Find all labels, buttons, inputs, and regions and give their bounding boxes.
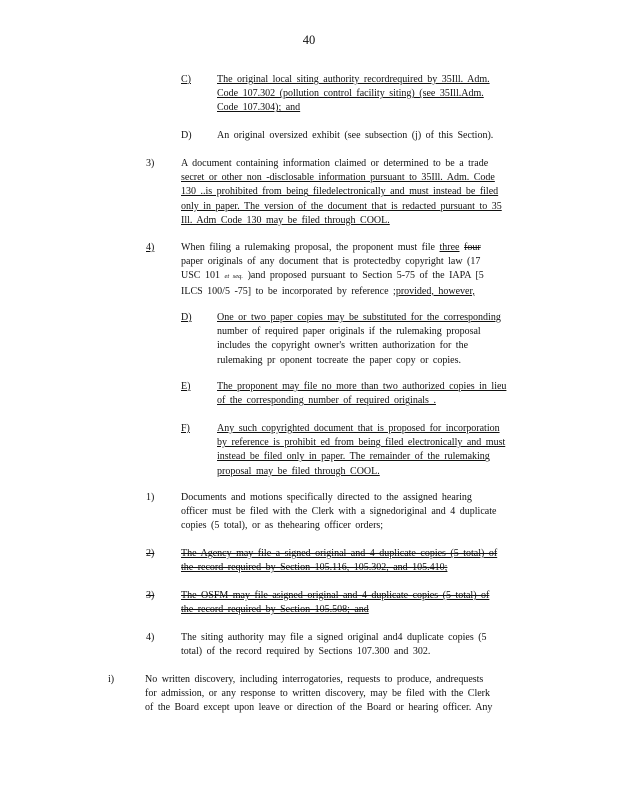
text-line bbox=[181, 505, 496, 519]
item-text bbox=[217, 129, 493, 143]
item-label: C) bbox=[181, 74, 191, 85]
item-label: D) bbox=[181, 130, 192, 141]
text-line bbox=[145, 687, 492, 701]
text-run: The original local siting authority recordrequired by 35Ill. Adm. bbox=[217, 74, 490, 85]
text-run: rulemaking pr oponent tocreate the paper copy or copies. bbox=[217, 354, 461, 366]
text-run: proposal may be filed through COOL. bbox=[217, 465, 380, 477]
text-line bbox=[217, 101, 490, 115]
text-run: Ill. Adm Code 130 may be filed through COOL. bbox=[181, 214, 390, 226]
text-line bbox=[181, 519, 496, 533]
text-run: The Agency may file a signed original and 4 duplicate copies (5 total) of bbox=[181, 548, 498, 559]
text-run: secret or other non -disclosable information pursuant to 35Ill. Adm. Code bbox=[181, 172, 495, 184]
text-line bbox=[217, 354, 501, 368]
text-run: for admission, or any response to written discovery, may be filed with the Clerk bbox=[145, 688, 490, 700]
item-label: E) bbox=[181, 381, 191, 392]
text-line bbox=[181, 589, 489, 603]
text-line bbox=[181, 561, 497, 575]
text-line bbox=[217, 450, 505, 464]
item-label: 4) bbox=[146, 242, 155, 253]
text-run: When filing a rulemaking proposal, the proponent must file bbox=[181, 242, 440, 253]
text-line bbox=[217, 73, 490, 87]
text-line bbox=[181, 285, 484, 299]
text-run: the record required by Section 105.508; and bbox=[181, 604, 369, 616]
text-line bbox=[145, 673, 492, 687]
text-line bbox=[217, 339, 501, 353]
text-line bbox=[181, 200, 502, 214]
text-run: by reference is prohibit ed from being filed electronically and must bbox=[217, 437, 506, 449]
item-text bbox=[217, 311, 501, 368]
item-label: D) bbox=[181, 312, 192, 323]
text-line bbox=[181, 631, 487, 645]
item-label: 4) bbox=[146, 632, 155, 643]
text-run: copies (5 total), or as thehearing officer orders; bbox=[181, 520, 384, 532]
text-run: 130 ..is prohibited from being filedelectronically and must instead be filed bbox=[181, 186, 499, 198]
text-line bbox=[181, 645, 487, 659]
text-run: No written discovery, including interrogatories, requests to produce, andrequests bbox=[145, 674, 484, 685]
text-run: only in paper. The version of the document that is redacted pursuant to 35 bbox=[181, 200, 502, 212]
text-run: three bbox=[439, 242, 460, 253]
text-line bbox=[217, 129, 493, 143]
item-label: 2) bbox=[146, 548, 155, 559]
item-text bbox=[181, 631, 487, 659]
text-line bbox=[217, 87, 490, 101]
text-run: number of required paper originals if the rulemaking proposal bbox=[217, 326, 481, 338]
item-text bbox=[181, 491, 496, 534]
text-line bbox=[181, 255, 484, 269]
text-line bbox=[217, 311, 501, 325]
text-run: The siting authority may file a signed original and4 duplicate copies (5 bbox=[181, 632, 487, 643]
text-line bbox=[181, 214, 502, 228]
item-text bbox=[217, 73, 490, 116]
text-line bbox=[217, 422, 505, 436]
text-line bbox=[217, 380, 506, 394]
text-run: Documents and motions specifically directed to the assigned hearing bbox=[181, 492, 472, 503]
text-run: Code 107.304); and bbox=[217, 102, 301, 114]
text-run: USC 101 bbox=[181, 270, 225, 282]
text-line bbox=[181, 603, 489, 617]
item-label: 1) bbox=[146, 492, 155, 503]
text-run: the record required by Section 105.116, 105.302, and 105.410; bbox=[181, 562, 448, 574]
item-text bbox=[217, 422, 505, 479]
text-run: An original oversized exhibit (see subsection (j) of this Section). bbox=[217, 130, 494, 141]
text-run: The proponent may file no more than two authorized copies in lieu bbox=[217, 381, 507, 392]
text-line bbox=[181, 241, 484, 255]
item-label: i) bbox=[108, 674, 115, 685]
item-label: 3) bbox=[146, 158, 155, 169]
item-text bbox=[181, 547, 497, 575]
text-run: One or two paper copies may be substituted for the corresponding bbox=[217, 312, 501, 323]
text-run: Code 107.302 (pollution control facility siting) (see 35Ill.Adm. bbox=[217, 88, 484, 100]
text-run: Any such copyrighted document that is proposed for incorporation bbox=[217, 423, 500, 434]
item-text bbox=[145, 673, 492, 716]
text-run: et seq. bbox=[224, 273, 244, 281]
item-label: 3) bbox=[146, 590, 155, 601]
item-label: F) bbox=[181, 423, 190, 434]
text-line bbox=[217, 465, 505, 479]
text-run: paper originals of any document that is protectedby copyright law (17 bbox=[181, 256, 481, 268]
text-line bbox=[217, 325, 501, 339]
text-run: ILCS 100/5 -75] to be incorporated by reference bbox=[181, 285, 394, 297]
text-line bbox=[145, 701, 492, 715]
text-run: total) of the record required by Sections 107.300 and 302. bbox=[181, 646, 431, 658]
text-run: four bbox=[464, 242, 481, 253]
text-line bbox=[181, 171, 502, 185]
text-line bbox=[181, 269, 484, 284]
item-text bbox=[181, 589, 489, 617]
text-run: officer must be filed with the Clerk with a signedoriginal and 4 duplicate bbox=[181, 506, 497, 518]
text-run: )and proposed pursuant to Section 5-75 of the IAPA [5 bbox=[243, 270, 484, 282]
text-run: includes the copyright owner's written authorization for the bbox=[217, 340, 469, 352]
text-line bbox=[181, 547, 497, 561]
page-number: 40 bbox=[302, 33, 316, 47]
item-text bbox=[181, 241, 484, 299]
text-run: instead be filed only in paper. The remainder of the rulemaking bbox=[217, 451, 490, 463]
item-text bbox=[217, 380, 506, 408]
text-line bbox=[217, 436, 505, 450]
text-run: of the corresponding number of required originals . bbox=[217, 395, 436, 407]
text-line bbox=[217, 394, 506, 408]
text-run: The OSFM may file asigned original and 4 duplicate copies (5 total) of bbox=[181, 590, 490, 601]
text-line bbox=[181, 157, 502, 171]
text-run: A document containing information claimed or determined to be a trade bbox=[181, 158, 489, 169]
text-line bbox=[181, 491, 496, 505]
item-text bbox=[181, 157, 502, 228]
text-run: of the Board except upon leave or direction of the Board or hearing officer. Any bbox=[145, 702, 493, 714]
text-run: ;provided, however, bbox=[393, 285, 475, 297]
text-line bbox=[181, 185, 502, 199]
